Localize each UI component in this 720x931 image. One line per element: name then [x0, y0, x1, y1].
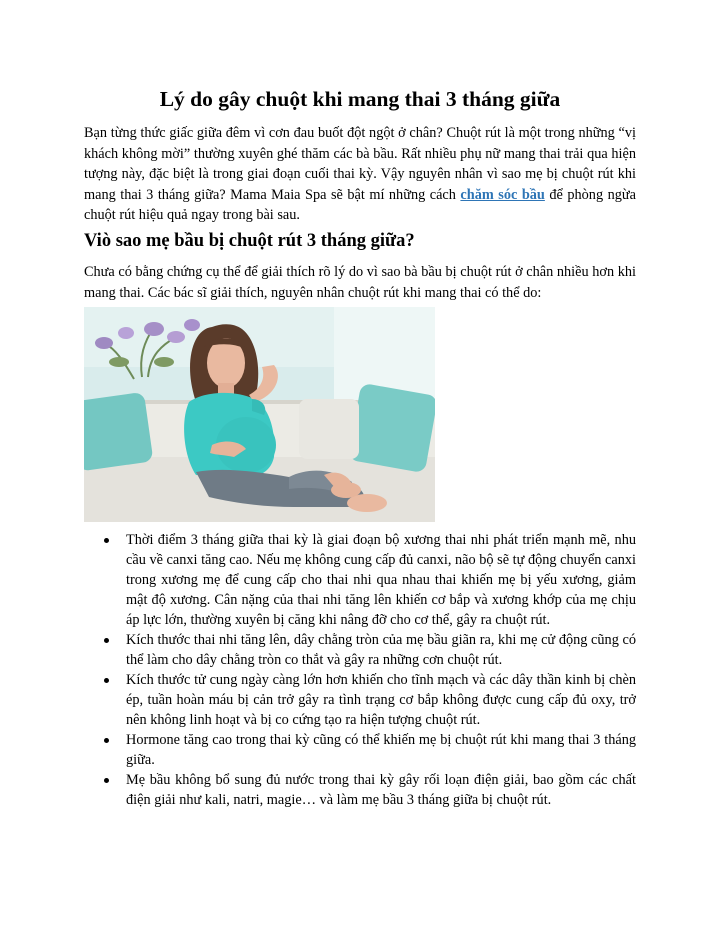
list-item-text: Thời điểm 3 tháng giữa thai kỳ là giai đoạn bộ xương thai nhi phát triển mạnh mẽ, nhu cầu về canxi tăng cao. Nếu mẹ không cung cấp đủ canxi, não bộ sẽ tự động chuyển canxi trong xương mẹ để cung cấp cho thai nhi qua nhau thai khiến mẹ bị yếu xương, giảm mật độ xương. Cân nặng của thai nhi tăng lên khiến cơ bắp và xương khớp của mẹ chịu áp lực lớn, thường xuyên bị căng khi nâng đỡ cho cơ thể, gây ra chuột rút.: [126, 532, 636, 628]
list-item-text: Kích thước thai nhi tăng lên, dây chằng tròn của mẹ bầu giãn ra, khi mẹ cử động cũng có thể làm cho dây chằng tròn co thắt và gây ra những cơn chuột rút.: [126, 632, 636, 668]
list-item: [84, 770, 636, 810]
list-item: [84, 730, 636, 770]
section-heading: Viò sao mẹ bầu bị chuột rút 3 tháng giữa?: [84, 231, 415, 251]
list-item-text: Kích thước tử cung ngày càng lớn hơn khiến cho tĩnh mạch và các dây thần kinh bị chèn ép, tuần hoàn máu bị cản trở gây ra tình trạng cơ bắp không được cung cấp đủ oxy, trở nên không linh hoạt và bị co cứng tạo ra hiện tượng chuột rút.: [126, 672, 636, 728]
bullet-icon: [104, 778, 109, 783]
bullet-icon: [104, 538, 109, 543]
list-item: [84, 670, 636, 730]
bullet-icon: [104, 678, 109, 683]
pregnancy-care-link[interactable]: chăm sóc bầu: [460, 186, 545, 203]
photo-cushion-left: [84, 392, 153, 472]
list-item: [84, 630, 636, 670]
intro-text-before: Bạn từng thức giấc giữa đêm vì cơn đau buốt đột ngột ở chân? Chuột rút là một trong những “vị khách không mời” thường xuyên ghé thăm các bà bầu. Rất nhiều phụ nữ mang thai trải qua hiện tượng này, đặc biệt là trong giai đoạn cuối thai kỳ. Vậy nguyên nhân vì sao mẹ bị chuột rút khi mang thai 3 tháng giữa? Mama Maia Spa sẽ bật mí những cách: [84, 125, 636, 203]
list-item-text: Hormone tăng cao trong thai kỳ cũng có thể khiến mẹ bị chuột rút khi mang thai 3 tháng giữa.: [126, 732, 636, 768]
list-item-text: Mẹ bầu không bổ sung đủ nước trong thai kỳ gây rối loạn điện giải, bao gồm các chất điện giải như kali, natri, magie… và làm mẹ bầu 3 tháng giữa bị chuột rút.: [126, 772, 636, 808]
bullet-icon: [104, 738, 109, 743]
list-item: [84, 530, 636, 630]
section-paragraph: Chưa có bằng chứng cụ thể để giải thích rõ lý do vì sao bà bầu bị chuột rút ở chân nhiều hơn khi mang thai. Các bác sĩ giải thích, nguyên nhân chuột rút khi mang thai có thể do:: [84, 264, 636, 301]
pregnant-woman-photo: [84, 307, 435, 522]
reasons-list: [84, 530, 636, 810]
intro-text-after: để phòng ngừa chuột rút hiệu quả ngay trong bài sau.: [84, 186, 636, 223]
photo-cushion-right: [348, 383, 435, 473]
intro-paragraph: [84, 123, 636, 226]
bullet-icon: [104, 638, 109, 643]
page-title: Lý do gây chuột khi mang thai 3 tháng giữa: [159, 87, 561, 111]
